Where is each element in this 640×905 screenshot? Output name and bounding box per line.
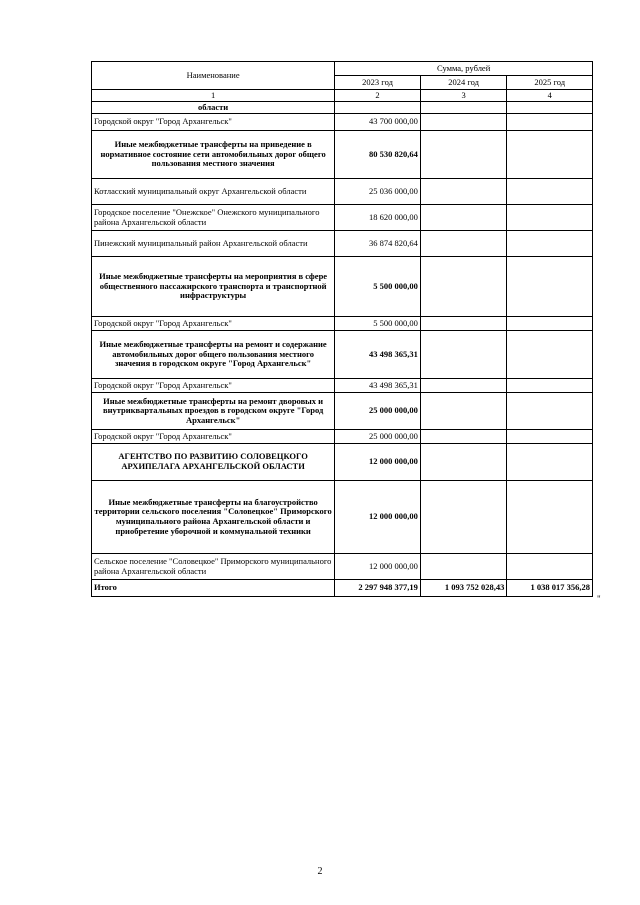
row-value-2025-cell (507, 379, 593, 393)
col-number-3: 3 (420, 90, 507, 102)
total-value-2025-cell: 1 038 017 356,28 (507, 580, 593, 597)
table-row (92, 481, 593, 554)
row-value-2023-cell: 36 874 820,64 (335, 231, 421, 257)
row-value-2025-cell (507, 393, 593, 430)
table-row (92, 114, 593, 131)
header-year-2024: 2024 год (420, 76, 507, 90)
table-row (92, 430, 593, 444)
row-value-2025-cell (507, 481, 593, 554)
row-name-cell: Городской округ "Город Архангельск" (92, 430, 335, 444)
row-value-2023-cell: 43 498 365,31 (335, 379, 421, 393)
row-value-2023-cell: 25 036 000,00 (335, 179, 421, 205)
col-number-1: 1 (92, 90, 335, 102)
header-year-2025: 2025 год (507, 76, 593, 90)
row-value-2024-cell (420, 430, 507, 444)
row-value-2025-cell (507, 444, 593, 481)
row-value-2023-cell: 5 500 000,00 (335, 257, 421, 317)
row-name-cell: Городской округ "Город Архангельск" (92, 379, 335, 393)
row-name-cell: Городской округ "Город Архангельск" (92, 114, 335, 131)
row-name-cell: Иные межбюджетные трансферты на мероприятия в сфере общественного пассажирского транспорта и транспортной инфраструктуры (92, 257, 335, 317)
row-value-2025-cell (507, 231, 593, 257)
header-sum-cell: Сумма, рублей (335, 62, 593, 76)
row-value-2024-cell (420, 231, 507, 257)
row-value-2024-cell (420, 205, 507, 231)
row-value-2023-cell: 25 000 000,00 (335, 430, 421, 444)
closing-quote: " (597, 594, 601, 604)
row-value-2024-cell (420, 131, 507, 179)
row-value-2024-cell (420, 481, 507, 554)
row-value-2025-cell (507, 131, 593, 179)
col-number-2: 2 (335, 90, 421, 102)
total-row (92, 580, 593, 597)
row-value-2025-cell (507, 317, 593, 331)
row-value-2023-cell: 12 000 000,00 (335, 481, 421, 554)
col-number-4: 4 (507, 90, 593, 102)
row-value-2025-cell (507, 205, 593, 231)
row-name-cell: области (92, 102, 335, 114)
row-value-2023-cell: 5 500 000,00 (335, 317, 421, 331)
row-name-cell: Пинежский муниципальный район Архангельской области (92, 231, 335, 257)
row-name-cell: Иные межбюджетные трансферты на ремонт и содержание автомобильных дорог общего пользования местного значения в городском округе "Город Архангельск" (92, 331, 335, 379)
header-name-cell: Наименование (92, 62, 335, 90)
budget-table-body (92, 62, 593, 597)
table-row (92, 393, 593, 430)
total-label-cell: Итого (92, 580, 335, 597)
row-value-2023-cell (335, 102, 421, 114)
row-value-2024-cell (420, 554, 507, 580)
table-row (92, 179, 593, 205)
table-row (92, 131, 593, 179)
row-value-2025-cell (507, 257, 593, 317)
table-row (92, 257, 593, 317)
row-value-2025-cell (507, 179, 593, 205)
table-row (92, 554, 593, 580)
row-value-2023-cell: 43 498 365,31 (335, 331, 421, 379)
row-value-2023-cell: 80 530 820,64 (335, 131, 421, 179)
row-value-2024-cell (420, 444, 507, 481)
row-value-2025-cell (507, 430, 593, 444)
header-row-top (92, 62, 593, 76)
row-value-2025-cell (507, 554, 593, 580)
row-value-2024-cell (420, 257, 507, 317)
row-value-2024-cell (420, 379, 507, 393)
row-value-2023-cell: 25 000 000,00 (335, 393, 421, 430)
row-value-2023-cell: 43 700 000,00 (335, 114, 421, 131)
table-row (92, 379, 593, 393)
row-value-2025-cell (507, 114, 593, 131)
row-value-2025-cell (507, 102, 593, 114)
header-year-2023: 2023 год (335, 76, 421, 90)
row-value-2023-cell: 12 000 000,00 (335, 444, 421, 481)
total-value-2023-cell: 2 297 948 377,19 (335, 580, 421, 597)
table-row (92, 444, 593, 481)
row-name-cell: АГЕНТСТВО ПО РАЗВИТИЮ СОЛОВЕЦКОГО АРХИПЕЛАГА АРХАНГЕЛЬСКОЙ ОБЛАСТИ (92, 444, 335, 481)
row-value-2024-cell (420, 114, 507, 131)
total-value-2024-cell: 1 093 752 028,43 (420, 580, 507, 597)
row-name-cell: Сельское поселение "Соловецкое" Приморского муниципального района Архангельской области (92, 554, 335, 580)
header-row-col-numbers (92, 90, 593, 102)
row-name-cell: Иные межбюджетные трансферты на приведение в нормативное состояние сети автомобильных дорог общего пользования местного значения (92, 131, 335, 179)
row-value-2024-cell (420, 317, 507, 331)
table-row (92, 317, 593, 331)
row-value-2024-cell (420, 331, 507, 379)
page-number: 2 (317, 866, 323, 877)
row-value-2023-cell: 12 000 000,00 (335, 554, 421, 580)
row-value-2024-cell (420, 179, 507, 205)
table-row (92, 331, 593, 379)
row-name-cell: Городское поселение "Онежское" Онежского муниципального района Архангельской области (92, 205, 335, 231)
row-name-cell: Иные межбюджетные трансферты на благоустройство территории сельского поселения "Соловецкое" Приморского муниципального района Архангельской области и приобретение уборочной и коммунальной техники (92, 481, 335, 554)
row-name-cell: Котласский муниципальный округ Архангельской области (92, 179, 335, 205)
table-row (92, 102, 593, 114)
budget-table (91, 61, 593, 597)
row-value-2024-cell (420, 102, 507, 114)
row-value-2024-cell (420, 393, 507, 430)
table-row (92, 231, 593, 257)
row-value-2025-cell (507, 331, 593, 379)
table-row (92, 205, 593, 231)
row-name-cell: Городской округ "Город Архангельск" (92, 317, 335, 331)
row-value-2023-cell: 18 620 000,00 (335, 205, 421, 231)
row-name-cell: Иные межбюджетные трансферты на ремонт дворовых и внутриквартальных проездов в городском округе "Город Архангельск" (92, 393, 335, 430)
